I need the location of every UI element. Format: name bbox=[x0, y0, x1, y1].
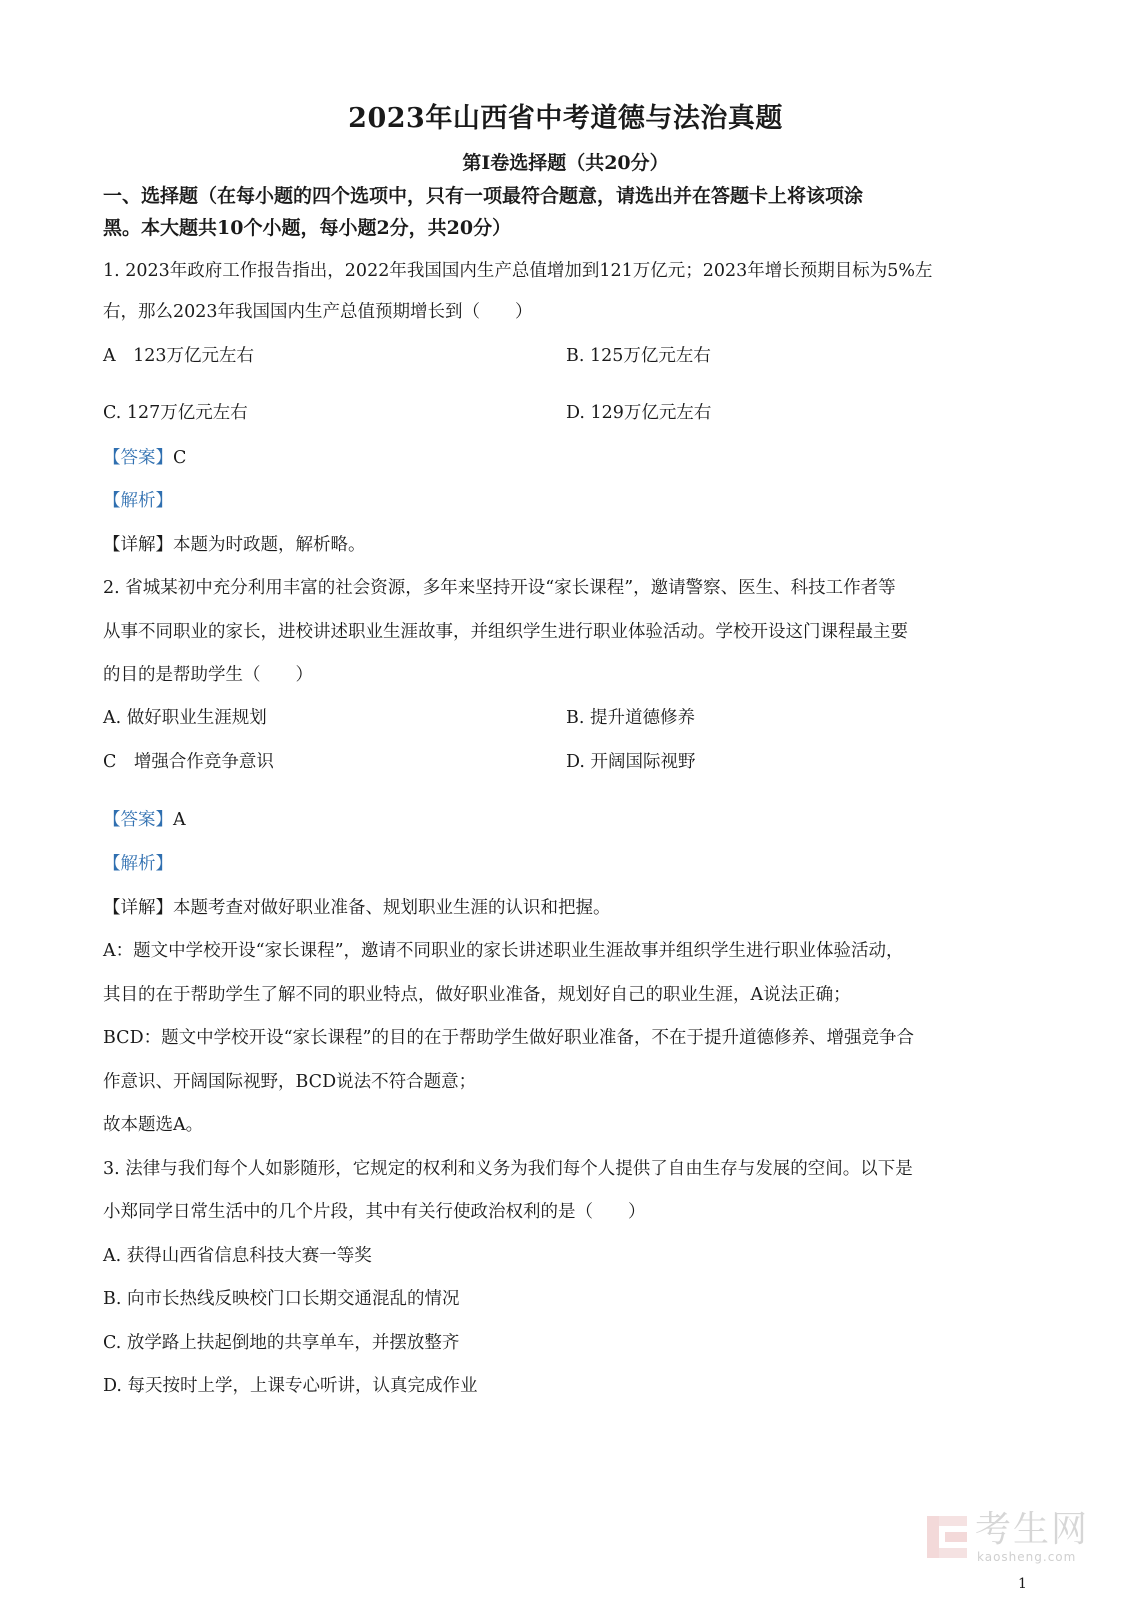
watermark-en-text: kaosheng.com bbox=[977, 1550, 1077, 1564]
q2-stem-line-2: 从事不同职业的家长，进校讲述职业生涯故事，并组织学生进行职业体验活动。学校开设这门课程最主要 bbox=[103, 622, 908, 642]
q1-detail bbox=[103, 533, 366, 557]
kaosheng-watermark bbox=[925, 1508, 1100, 1568]
answer-label: 【答案】 bbox=[103, 448, 173, 468]
answer-value: C bbox=[173, 448, 187, 468]
q2-option-b: B. 提升道德修养 bbox=[566, 708, 695, 728]
section-heading-line-1: 一、选择题（在每小题的四个选项中，只有一项最符合题意，请选出并在答题卡上将该项涂 bbox=[103, 185, 864, 207]
q2-explanation-line-1: A：题文中学校开设“家长课程”，邀请不同职业的家长讲述职业生涯故事并组织学生进行职业体验活动， bbox=[103, 941, 904, 961]
q3-stem-line-1: 3. 法律与我们每个人如影随形，它规定的权利和义务为我们每个人提供了自由生存与发展的空间。以下是 bbox=[103, 1159, 913, 1179]
watermark-cn-text: 考生网 bbox=[975, 1509, 1090, 1550]
answer-value: A bbox=[173, 810, 186, 830]
kaosheng-logo-icon bbox=[925, 1514, 969, 1560]
q3-stem-line-2: 小郑同学日常生活中的几个片段，其中有关行使政治权利的是（ ） bbox=[103, 1202, 646, 1222]
q1-stem-line-2: 右，那么2023年我国国内生产总值预期增长到（ ） bbox=[103, 302, 533, 322]
q2-detail bbox=[103, 896, 611, 920]
q2-stem-line-3: 的目的是帮助学生（ ） bbox=[103, 665, 313, 685]
q1-option-b: B. 125万亿元左右 bbox=[566, 346, 711, 366]
q3-option-d: D. 每天按时上学，上课专心听讲，认真完成作业 bbox=[103, 1376, 478, 1396]
page-title: 2023年山西省中考道德与法治真题 bbox=[348, 103, 783, 134]
q1-option-d: D. 129万亿元左右 bbox=[566, 403, 712, 423]
q2-explanation-line-3: BCD：题文中学校开设“家长课程”的目的在于帮助学生做好职业准备，不在于提升道德修养、增强竞争合 bbox=[103, 1028, 914, 1048]
section-heading-line-2: 黑。本大题共10个小题，每小题2分，共20分） bbox=[103, 217, 512, 239]
q2-option-c: C 增强合作竞争意识 bbox=[103, 752, 274, 772]
q1-option-c: C. 127万亿元左右 bbox=[103, 403, 248, 423]
q3-option-a: A. 获得山西省信息科技大赛一等奖 bbox=[103, 1246, 372, 1266]
q2-option-d: D. 开阔国际视野 bbox=[566, 752, 696, 772]
q2-explanation-line-2: 其目的在于帮助学生了解不同的职业特点，做好职业准备，规划好自己的职业生涯，A说法正确； bbox=[103, 985, 851, 1005]
detail-text: 本题为时政题，解析略。 bbox=[173, 535, 366, 555]
q1-option-a: A 123万亿元左右 bbox=[103, 346, 255, 366]
q2-answer bbox=[103, 808, 186, 832]
q3-option-b: B. 向市长热线反映校门口长期交通混乱的情况 bbox=[103, 1289, 460, 1309]
q3-option-c: C. 放学路上扶起倒地的共享单车，并摆放整齐 bbox=[103, 1333, 460, 1353]
answer-label: 【答案】 bbox=[103, 810, 173, 830]
q1-answer bbox=[103, 446, 186, 470]
page-number: 1 bbox=[1018, 1576, 1027, 1592]
detail-text: 本题考查对做好职业准备、规划职业生涯的认识和把握。 bbox=[173, 898, 611, 918]
q2-explanation-line-5: 故本题选A。 bbox=[103, 1115, 204, 1135]
q2-explanation-line-4: 作意识、开阔国际视野，BCD说法不符合题意； bbox=[103, 1072, 477, 1092]
detail-label: 【详解】 bbox=[103, 898, 173, 918]
q1-analysis-label: 【解析】 bbox=[103, 491, 173, 511]
section-subtitle: 第Ⅰ卷选择题（共20分） bbox=[462, 152, 669, 174]
detail-label: 【详解】 bbox=[103, 535, 173, 555]
q2-option-a: A. 做好职业生涯规划 bbox=[103, 708, 267, 728]
q1-stem-line-1: 1. 2023年政府工作报告指出，2022年我国国内生产总值增加到121万亿元；2023年增长预期目标为5%左 bbox=[103, 261, 933, 281]
q2-analysis-label: 【解析】 bbox=[103, 854, 173, 874]
q2-stem-line-1: 2. 省城某初中充分利用丰富的社会资源，多年来坚持开设“家长课程”，邀请警察、医生、科技工作者等 bbox=[103, 578, 896, 598]
